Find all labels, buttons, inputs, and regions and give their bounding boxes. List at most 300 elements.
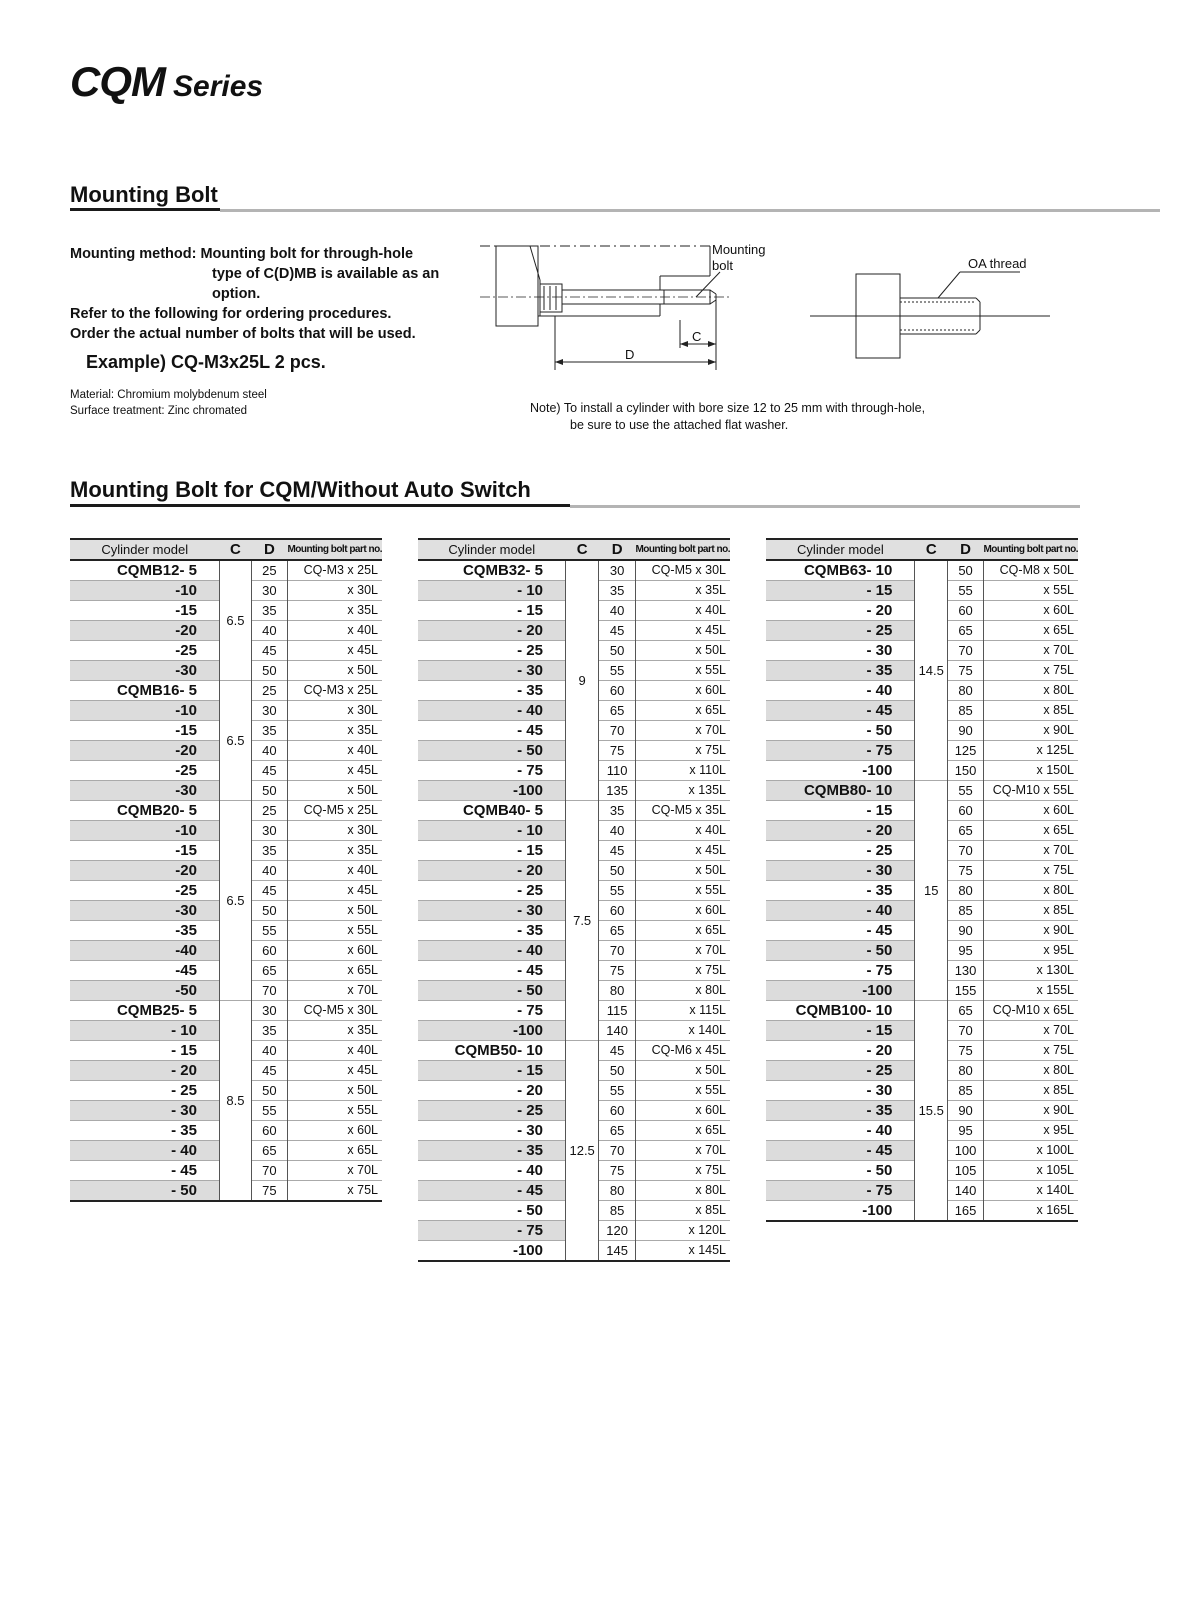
bolt-part-number-cell: x 60L bbox=[635, 901, 730, 921]
bolt-part-number-cell: CQ-M5 x 30L bbox=[635, 560, 730, 581]
bolt-part-number-cell: x 80L bbox=[983, 881, 1078, 901]
bolt-part-number-cell: x 65L bbox=[287, 961, 382, 981]
bolt-part-number-cell: x 70L bbox=[983, 641, 1078, 661]
bolt-part-number-cell: x 45L bbox=[287, 881, 382, 901]
d-dimension-cell: 70 bbox=[262, 983, 277, 998]
cylinder-model-cell: - 10 bbox=[70, 1021, 219, 1041]
series-name: CQM bbox=[70, 58, 165, 105]
bolt-part-number-cell: CQ-M5 x 35L bbox=[635, 801, 730, 821]
cylinder-model-cell: -45 bbox=[175, 962, 197, 979]
bolt-part-number-cell: x 65L bbox=[635, 701, 730, 721]
desc-line: Refer to the following for ordering procedures. bbox=[70, 306, 392, 322]
bolt-part-number-cell: x 120L bbox=[635, 1221, 730, 1241]
bolt-part-number-cell: x 65L bbox=[287, 1141, 382, 1161]
d-dimension-cell: 85 bbox=[958, 1083, 973, 1098]
bolt-part-number-cell: x 85L bbox=[635, 1201, 730, 1221]
d-dimension-cell: 55 bbox=[958, 783, 973, 798]
bolt-part-number-cell: x 55L bbox=[635, 881, 730, 901]
d-dimension-cell: 75 bbox=[609, 743, 625, 758]
bolt-part-number-cell: x 45L bbox=[635, 841, 730, 861]
cylinder-model-cell: - 25 bbox=[766, 1061, 915, 1081]
cylinder-model-cell: CQMB50- 10 bbox=[454, 1042, 543, 1059]
cylinder-model-cell: -100 bbox=[418, 1021, 565, 1041]
d-dimension-cell: 60 bbox=[609, 1103, 625, 1118]
d-dimension-cell: 30 bbox=[262, 1003, 277, 1018]
d-dimension-cell: 110 bbox=[606, 763, 628, 778]
cylinder-model-cell: -35 bbox=[175, 922, 197, 939]
note-line: Note) To install a cylinder with bore size 12 to 25 mm with through-hole, bbox=[530, 401, 926, 415]
c-dimension-cell: 6.5 bbox=[219, 560, 251, 681]
cylinder-model-cell: CQMB12- 5 bbox=[116, 562, 197, 579]
cylinder-model-cell: -30 bbox=[70, 661, 219, 681]
cylinder-model-cell: -50 bbox=[70, 981, 219, 1001]
cylinder-model-cell: - 30 bbox=[866, 1082, 893, 1099]
table-row bbox=[70, 1001, 382, 1021]
bolt-part-number-cell: x 50L bbox=[635, 641, 730, 661]
bolt-part-number-cell: x 60L bbox=[635, 681, 730, 701]
d-dimension-cell: 40 bbox=[609, 823, 625, 838]
cylinder-model-cell: - 75 bbox=[418, 1221, 565, 1241]
d-dimension-cell: 95 bbox=[958, 1123, 973, 1138]
cylinder-model-cell: CQMB40- 5 bbox=[462, 802, 543, 819]
section-rule bbox=[70, 504, 1080, 510]
table-row bbox=[418, 801, 730, 821]
cylinder-model-cell: - 15 bbox=[766, 581, 915, 601]
cylinder-model-cell: - 45 bbox=[766, 701, 915, 721]
d-dimension-cell: 45 bbox=[262, 1063, 277, 1078]
desc-line: Order the actual number of bolts that will be used. bbox=[70, 326, 416, 342]
bolt-part-number-cell: x 35L bbox=[287, 721, 382, 741]
d-dimension-cell: 40 bbox=[609, 603, 625, 618]
bolt-table-heading: Mounting Bolt for CQM/Without Auto Switch bbox=[70, 477, 531, 502]
bolt-part-number-cell: x 75L bbox=[983, 1041, 1078, 1061]
d-dimension-cell: 60 bbox=[262, 943, 277, 958]
d-dimension-cell: 75 bbox=[609, 1163, 625, 1178]
diagram-label-c: C bbox=[692, 329, 702, 344]
cylinder-model-cell: -20 bbox=[70, 861, 219, 881]
cylinder-model-cell: - 35 bbox=[866, 882, 893, 899]
d-dimension-cell: 45 bbox=[609, 623, 625, 638]
d-dimension-cell: 85 bbox=[958, 703, 973, 718]
table-row bbox=[418, 560, 730, 581]
bolt-part-number-cell: x 95L bbox=[983, 941, 1078, 961]
cylinder-model-cell: -20 bbox=[70, 621, 219, 641]
bolt-part-number-cell: x 70L bbox=[287, 981, 382, 1001]
cylinder-model-cell: CQMB63- 10 bbox=[803, 562, 893, 579]
bolt-part-number-cell: CQ-M3 x 25L bbox=[287, 681, 382, 701]
bolt-part-number-cell: x 30L bbox=[287, 581, 382, 601]
d-dimension-cell: 65 bbox=[609, 923, 625, 938]
d-dimension-cell: 65 bbox=[958, 623, 973, 638]
cylinder-model-cell: -30 bbox=[70, 781, 219, 801]
d-dimension-cell: 75 bbox=[958, 1043, 973, 1058]
cylinder-model-cell: - 15 bbox=[517, 842, 543, 859]
cylinder-model-cell: CQMB32- 5 bbox=[462, 562, 543, 579]
cylinder-model-cell: -25 bbox=[175, 762, 197, 779]
bolt-part-number-cell: x 40L bbox=[287, 741, 382, 761]
cylinder-model-cell: - 40 bbox=[517, 1162, 543, 1179]
d-dimension-cell: 35 bbox=[609, 803, 625, 818]
d-dimension-cell: 70 bbox=[958, 843, 973, 858]
table-row bbox=[766, 781, 1078, 801]
d-dimension-cell: 65 bbox=[262, 1143, 277, 1158]
cylinder-model-cell: -100 bbox=[512, 1242, 543, 1259]
c-dimension-cell: 6.5 bbox=[219, 801, 251, 1001]
d-dimension-cell: 60 bbox=[958, 803, 973, 818]
bolt-part-number-cell: x 100L bbox=[983, 1141, 1078, 1161]
bolt-part-number-cell: x 55L bbox=[983, 581, 1078, 601]
cylinder-model-cell: - 35 bbox=[766, 1101, 915, 1121]
bolt-part-number-cell: x 165L bbox=[983, 1201, 1078, 1222]
mounting-bolt-heading: Mounting Bolt bbox=[70, 182, 218, 207]
bolt-part-number-cell: x 60L bbox=[287, 1121, 382, 1141]
d-dimension-cell: 30 bbox=[609, 563, 625, 578]
d-dimension-cell: 65 bbox=[609, 703, 625, 718]
bolt-part-number-cell: x 35L bbox=[287, 1021, 382, 1041]
bolt-part-number-cell: x 125L bbox=[983, 741, 1078, 761]
cylinder-model-cell: - 75 bbox=[766, 741, 915, 761]
cylinder-model-cell: - 75 bbox=[866, 962, 893, 979]
d-dimension-cell: 40 bbox=[262, 623, 277, 638]
bolt-part-number-cell: x 55L bbox=[287, 1101, 382, 1121]
cylinder-model-cell: - 45 bbox=[418, 1181, 565, 1201]
d-dimension-cell: 80 bbox=[609, 1183, 625, 1198]
bolt-part-number-cell: CQ-M8 x 50L bbox=[983, 560, 1078, 581]
bolt-part-number-cell: x 45L bbox=[635, 621, 730, 641]
d-dimension-cell: 35 bbox=[262, 843, 277, 858]
diagram-label-d: D bbox=[625, 347, 635, 362]
d-dimension-cell: 70 bbox=[609, 723, 625, 738]
cylinder-model-cell: - 20 bbox=[866, 602, 893, 619]
d-dimension-cell: 85 bbox=[958, 903, 973, 918]
mounting-bolt-diagram bbox=[480, 240, 1100, 390]
bolt-part-number-cell: x 80L bbox=[983, 681, 1078, 701]
bolt-part-number-cell: x 145L bbox=[635, 1241, 730, 1262]
cylinder-model-cell: - 40 bbox=[418, 941, 565, 961]
d-dimension-cell: 65 bbox=[609, 1123, 625, 1138]
bolt-part-number-cell: CQ-M3 x 25L bbox=[287, 560, 382, 581]
cylinder-model-cell: - 10 bbox=[418, 581, 565, 601]
c-dimension-cell: 6.5 bbox=[219, 681, 251, 801]
bolt-part-number-cell: x 40L bbox=[635, 821, 730, 841]
cylinder-model-cell: - 75 bbox=[766, 1181, 915, 1201]
cylinder-model-cell: -15 bbox=[175, 722, 197, 739]
cylinder-model-cell: - 45 bbox=[517, 962, 543, 979]
bolt-part-number-cell: x 30L bbox=[287, 821, 382, 841]
cylinder-model-cell: - 25 bbox=[517, 642, 543, 659]
cylinder-model-cell: - 45 bbox=[866, 922, 893, 939]
bolt-part-number-cell: x 70L bbox=[635, 721, 730, 741]
bolt-part-number-cell: x 55L bbox=[635, 661, 730, 681]
bolt-part-number-cell: x 40L bbox=[635, 601, 730, 621]
d-dimension-cell: 135 bbox=[606, 783, 628, 798]
bolt-part-number-cell: x 90L bbox=[983, 721, 1078, 741]
d-dimension-cell: 55 bbox=[262, 1103, 277, 1118]
bolt-part-number-cell: x 65L bbox=[635, 1121, 730, 1141]
d-dimension-cell: 25 bbox=[262, 683, 277, 698]
c-dimension-cell: 15 bbox=[915, 781, 948, 1001]
d-dimension-cell: 55 bbox=[609, 883, 625, 898]
d-dimension-cell: 120 bbox=[606, 1223, 628, 1238]
header-c: C bbox=[219, 539, 251, 560]
d-dimension-cell: 30 bbox=[262, 703, 277, 718]
bolt-part-number-cell: x 55L bbox=[287, 921, 382, 941]
series-label: Series bbox=[173, 70, 264, 103]
d-dimension-cell: 70 bbox=[262, 1163, 277, 1178]
d-dimension-cell: 90 bbox=[958, 723, 973, 738]
d-dimension-cell: 155 bbox=[954, 983, 977, 998]
c-dimension-cell: 15.5 bbox=[915, 1001, 948, 1222]
cylinder-model-cell: - 45 bbox=[766, 1141, 915, 1161]
bolt-part-number-cell: x 85L bbox=[983, 901, 1078, 921]
cylinder-model-cell: - 35 bbox=[418, 1141, 565, 1161]
bolt-part-number-cell: x 70L bbox=[983, 841, 1078, 861]
bolt-part-number-cell: x 45L bbox=[287, 761, 382, 781]
table-row bbox=[766, 1001, 1078, 1021]
cylinder-model-cell: -20 bbox=[70, 741, 219, 761]
bolt-part-number-cell: x 65L bbox=[983, 821, 1078, 841]
bolt-part-number-cell: x 155L bbox=[983, 981, 1078, 1001]
cylinder-model-cell: - 50 bbox=[418, 981, 565, 1001]
cylinder-model-cell: - 50 bbox=[866, 722, 893, 739]
cylinder-model-cell: - 40 bbox=[866, 682, 893, 699]
d-dimension-cell: 70 bbox=[958, 1023, 973, 1038]
d-dimension-cell: 40 bbox=[262, 743, 277, 758]
cylinder-model-cell: - 40 bbox=[70, 1141, 219, 1161]
bolt-part-number-cell: x 50L bbox=[287, 1081, 382, 1101]
diagram-label-thread: OA thread bbox=[968, 256, 1027, 271]
header-d: D bbox=[251, 539, 287, 560]
cylinder-model-cell: -15 bbox=[175, 842, 197, 859]
d-dimension-cell: 40 bbox=[262, 863, 277, 878]
d-dimension-cell: 55 bbox=[609, 663, 625, 678]
bolt-part-number-cell: x 75L bbox=[983, 661, 1078, 681]
desc-line: option. bbox=[212, 286, 261, 302]
cylinder-model-cell: CQMB20- 5 bbox=[116, 802, 197, 819]
note-line: be sure to use the attached flat washer. bbox=[570, 418, 789, 432]
cylinder-model-cell: - 30 bbox=[766, 861, 915, 881]
cylinder-model-cell: -25 bbox=[175, 882, 197, 899]
header-model: Cylinder model bbox=[70, 539, 219, 560]
bolt-part-number-cell: x 70L bbox=[983, 1021, 1078, 1041]
d-dimension-cell: 45 bbox=[262, 883, 277, 898]
cylinder-model-cell: -10 bbox=[70, 821, 219, 841]
ordering-example: Example) CQ-M3x25L 2 pcs. bbox=[86, 352, 326, 372]
page-title bbox=[70, 58, 263, 106]
cylinder-model-cell: - 30 bbox=[70, 1101, 219, 1121]
bolt-part-number-cell: x 75L bbox=[635, 741, 730, 761]
c-dimension-cell: 9 bbox=[565, 560, 598, 801]
cylinder-model-cell: -40 bbox=[70, 941, 219, 961]
d-dimension-cell: 80 bbox=[609, 983, 625, 998]
d-dimension-cell: 30 bbox=[262, 583, 277, 598]
d-dimension-cell: 150 bbox=[954, 763, 977, 778]
cylinder-model-cell: - 15 bbox=[418, 1061, 565, 1081]
d-dimension-cell: 105 bbox=[954, 1163, 977, 1178]
bolt-part-number-cell: x 75L bbox=[635, 961, 730, 981]
cylinder-model-cell: - 25 bbox=[517, 882, 543, 899]
bolt-part-number-cell: x 60L bbox=[983, 801, 1078, 821]
d-dimension-cell: 50 bbox=[262, 663, 277, 678]
cylinder-model-cell: -100 bbox=[418, 781, 565, 801]
bolt-part-number-cell: x 80L bbox=[635, 1181, 730, 1201]
bolt-table-2 bbox=[418, 538, 730, 1262]
bolt-part-number-cell: x 70L bbox=[635, 1141, 730, 1161]
d-dimension-cell: 70 bbox=[609, 1143, 625, 1158]
d-dimension-cell: 45 bbox=[262, 763, 277, 778]
cylinder-model-cell: CQMB100- 10 bbox=[795, 1002, 893, 1019]
d-dimension-cell: 35 bbox=[262, 1023, 277, 1038]
cylinder-model-cell: - 15 bbox=[171, 1042, 197, 1059]
cylinder-model-cell: - 50 bbox=[517, 1202, 543, 1219]
table-row bbox=[418, 1041, 730, 1061]
bolt-part-number-cell: CQ-M5 x 25L bbox=[287, 801, 382, 821]
d-dimension-cell: 55 bbox=[262, 923, 277, 938]
cylinder-model-cell: - 25 bbox=[866, 842, 893, 859]
bolt-part-number-cell: x 55L bbox=[635, 1081, 730, 1101]
bolt-part-number-cell: x 65L bbox=[983, 621, 1078, 641]
d-dimension-cell: 90 bbox=[958, 923, 973, 938]
d-dimension-cell: 35 bbox=[262, 603, 277, 618]
cylinder-model-cell: - 20 bbox=[418, 861, 565, 881]
d-dimension-cell: 50 bbox=[262, 783, 277, 798]
d-dimension-cell: 65 bbox=[262, 963, 277, 978]
d-dimension-cell: 35 bbox=[609, 583, 625, 598]
d-dimension-cell: 30 bbox=[262, 823, 277, 838]
bolt-part-number-cell: x 90L bbox=[983, 1101, 1078, 1121]
bolt-part-number-cell: CQ-M6 x 45L bbox=[635, 1041, 730, 1061]
d-dimension-cell: 75 bbox=[609, 963, 625, 978]
cylinder-model-cell: -15 bbox=[175, 602, 197, 619]
cylinder-model-cell: - 75 bbox=[517, 1002, 543, 1019]
bolt-part-number-cell: x 50L bbox=[635, 1061, 730, 1081]
bolt-part-number-cell: x 65L bbox=[635, 921, 730, 941]
header-d: D bbox=[948, 539, 984, 560]
bolt-part-number-cell: x 50L bbox=[287, 781, 382, 801]
d-dimension-cell: 80 bbox=[958, 1063, 973, 1078]
bolt-table-3 bbox=[766, 538, 1078, 1222]
c-dimension-cell: 7.5 bbox=[565, 801, 598, 1041]
cylinder-model-cell: - 10 bbox=[418, 821, 565, 841]
bolt-part-number-cell: x 75L bbox=[287, 1181, 382, 1202]
cylinder-model-cell: -25 bbox=[175, 642, 197, 659]
c-dimension-cell: 14.5 bbox=[915, 560, 948, 781]
cylinder-model-cell: - 50 bbox=[766, 941, 915, 961]
table-row bbox=[70, 801, 382, 821]
cylinder-model-cell: - 40 bbox=[866, 1122, 893, 1139]
d-dimension-cell: 55 bbox=[958, 583, 973, 598]
cylinder-model-cell: -10 bbox=[70, 581, 219, 601]
cylinder-model-cell: - 35 bbox=[517, 922, 543, 939]
bolt-part-number-cell: x 40L bbox=[287, 621, 382, 641]
cylinder-model-cell: - 40 bbox=[418, 701, 565, 721]
d-dimension-cell: 80 bbox=[958, 883, 973, 898]
bolt-part-number-cell: x 90L bbox=[983, 921, 1078, 941]
cylinder-model-cell: - 30 bbox=[517, 1122, 543, 1139]
bolt-part-number-cell: CQ-M10 x 65L bbox=[983, 1001, 1078, 1021]
installation-note bbox=[530, 400, 925, 434]
d-dimension-cell: 90 bbox=[958, 1103, 973, 1118]
bolt-part-number-cell: x 70L bbox=[635, 941, 730, 961]
bolt-part-number-cell: x 115L bbox=[635, 1001, 730, 1021]
bolt-part-number-cell: x 80L bbox=[983, 1061, 1078, 1081]
mounting-description bbox=[70, 244, 500, 344]
bolt-part-number-cell: CQ-M10 x 55L bbox=[983, 781, 1078, 801]
d-dimension-cell: 140 bbox=[954, 1183, 977, 1198]
cylinder-model-cell: - 40 bbox=[766, 901, 915, 921]
cylinder-model-cell: - 50 bbox=[70, 1181, 219, 1202]
cylinder-model-cell: - 30 bbox=[418, 661, 565, 681]
header-part: Mounting bolt part no. bbox=[983, 539, 1078, 560]
bolt-part-number-cell: x 140L bbox=[983, 1181, 1078, 1201]
cylinder-model-cell: - 35 bbox=[171, 1122, 197, 1139]
cylinder-model-cell: - 20 bbox=[70, 1061, 219, 1081]
cylinder-model-cell: - 15 bbox=[517, 602, 543, 619]
surface-treatment-text: Surface treatment: Zinc chromated bbox=[70, 405, 248, 417]
d-dimension-cell: 45 bbox=[262, 643, 277, 658]
d-dimension-cell: 50 bbox=[262, 1083, 277, 1098]
header-model: Cylinder model bbox=[418, 539, 565, 560]
bolt-part-number-cell: x 45L bbox=[287, 1061, 382, 1081]
d-dimension-cell: 25 bbox=[262, 563, 277, 578]
desc-line: type of C(D)MB is available as an bbox=[212, 266, 440, 282]
bolt-part-number-cell: x 60L bbox=[635, 1101, 730, 1121]
bolt-part-number-cell: x 110L bbox=[635, 761, 730, 781]
d-dimension-cell: 60 bbox=[609, 683, 625, 698]
bolt-table-1 bbox=[70, 538, 382, 1202]
bolt-part-number-cell: x 85L bbox=[983, 1081, 1078, 1101]
header-c: C bbox=[915, 539, 948, 560]
d-dimension-cell: 100 bbox=[954, 1143, 977, 1158]
cylinder-model-cell: - 15 bbox=[866, 802, 893, 819]
header-part: Mounting bolt part no. bbox=[287, 539, 382, 560]
d-dimension-cell: 75 bbox=[262, 1183, 277, 1198]
header-d: D bbox=[599, 539, 636, 560]
bolt-part-number-cell: x 150L bbox=[983, 761, 1078, 781]
diagram-label-mounting: Mounting bbox=[712, 242, 766, 257]
d-dimension-cell: 50 bbox=[609, 863, 625, 878]
bolt-part-number-cell: x 80L bbox=[635, 981, 730, 1001]
d-dimension-cell: 65 bbox=[958, 1003, 973, 1018]
cylinder-model-cell: CQMB80- 10 bbox=[766, 781, 915, 801]
material-text: Material: Chromium molybdenum steel bbox=[70, 389, 267, 401]
header-model: Cylinder model bbox=[766, 539, 915, 560]
c-dimension-cell: 12.5 bbox=[565, 1041, 598, 1262]
d-dimension-cell: 75 bbox=[958, 863, 973, 878]
section-rule bbox=[70, 208, 1160, 214]
bolt-part-number-cell: x 60L bbox=[983, 601, 1078, 621]
cylinder-model-cell: CQMB25- 5 bbox=[116, 1002, 197, 1019]
d-dimension-cell: 60 bbox=[609, 903, 625, 918]
cylinder-model-cell: - 25 bbox=[171, 1082, 197, 1099]
d-dimension-cell: 50 bbox=[609, 1063, 625, 1078]
d-dimension-cell: 95 bbox=[958, 943, 973, 958]
cylinder-model-cell: -30 bbox=[70, 901, 219, 921]
table-row bbox=[766, 560, 1078, 581]
d-dimension-cell: 75 bbox=[958, 663, 973, 678]
d-dimension-cell: 60 bbox=[958, 603, 973, 618]
d-dimension-cell: 65 bbox=[958, 823, 973, 838]
bolt-part-number-cell: x 35L bbox=[287, 841, 382, 861]
cylinder-model-cell: - 35 bbox=[766, 661, 915, 681]
d-dimension-cell: 125 bbox=[954, 743, 977, 758]
cylinder-model-cell: - 25 bbox=[418, 1101, 565, 1121]
bolt-part-number-cell: x 85L bbox=[983, 701, 1078, 721]
bolt-part-number-cell: x 50L bbox=[287, 661, 382, 681]
d-dimension-cell: 40 bbox=[262, 1043, 277, 1058]
bolt-part-number-cell: x 50L bbox=[635, 861, 730, 881]
cylinder-model-cell: -100 bbox=[862, 1202, 893, 1219]
